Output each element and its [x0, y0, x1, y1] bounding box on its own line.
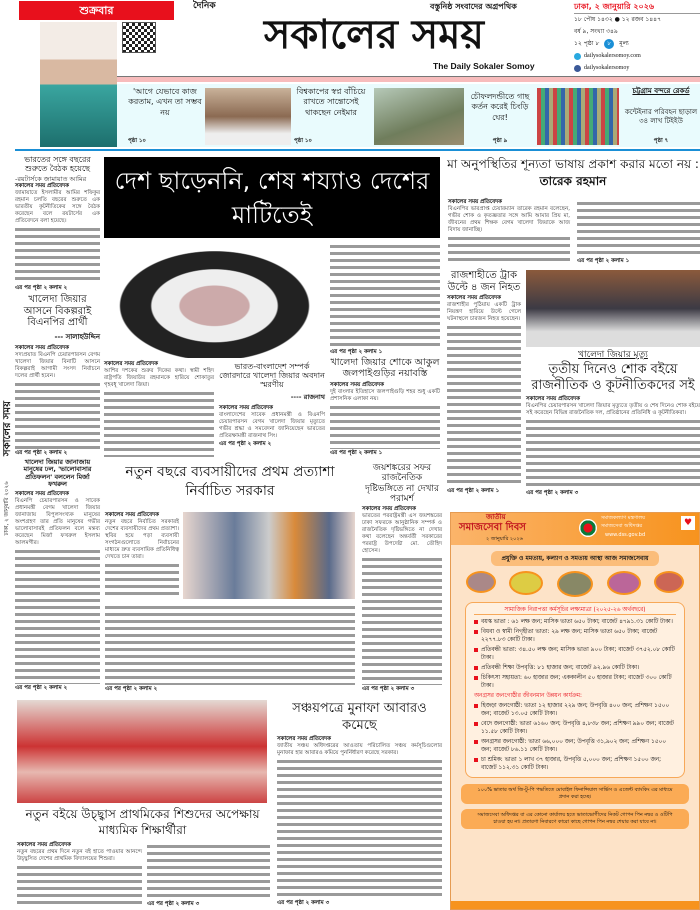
story-text: দুই বাংলার ইতিহাসে জলপাইগুড়ি শহর শুধু একটি প্রশাসনিক এলাকা নয়। [330, 388, 440, 402]
pages-price [574, 39, 629, 49]
story-business [105, 512, 179, 599]
tarique-column-2 [577, 199, 700, 265]
headline-jalpaiguri[interactable]: খালেদা জিয়ার শোকে আকুল জলপাইগুড়ির নয়াবস্তি [330, 357, 440, 379]
website-link[interactable] [574, 52, 641, 61]
story-text: সদ্যপ্রয়াত বিএনপি চেয়ারপারসন বেগম খালেদা জিয়ার বিনাটি আসনে বিকল্পরাই আগামী সংসদ নির্বাচনে দলের প্রার্থী হবেন। [15, 351, 100, 379]
story-india-meeting [15, 175, 100, 292]
headline-books[interactable]: নতুন বইয়ে উচ্ছ্বাস প্রাথমিকের শিশুদের অপেক্ষায় মাধ্যমিক শিক্ষার্থীরা [25, 807, 260, 837]
headline-savings[interactable]: সঞ্চয়পত্রে মুনাফা আবারও কমেছে [292, 701, 427, 733]
volume: বর্ষ ৯, সংখ্যা ৩৪৯ [574, 28, 618, 35]
date: ঢাকা, ২ জানুয়ারি ২০২৬ [574, 2, 655, 11]
ad-section-title: অনগ্রসর জনগোষ্ঠীর জীবনমান উন্নয়ন কার্যক্রম: [474, 693, 582, 699]
ad-department: সমাজসেবা অধিদপ্তর [601, 523, 643, 529]
story-rajnath [219, 405, 325, 457]
ad-targets-panel [465, 602, 685, 778]
teaser-title: কন্টেইনার পরিবহন ছাড়াল ৩৪ লাখ টিইইউ [624, 107, 698, 125]
reporter: সকালের সময় প্রতিবেদক [17, 842, 71, 848]
lead-headline: দেশ ছাড়েননি, শেষ শয্যাও দেশের মাটিতেই [114, 166, 430, 229]
story-jaishankar [362, 506, 442, 693]
story-lead [104, 361, 214, 457]
website-text: dailysokalersomoy.com [584, 53, 641, 59]
jump-link[interactable]: এর পর পৃষ্ঠা ২ কলাম ১ [330, 450, 383, 456]
lead-headline-box[interactable] [104, 157, 440, 238]
ad-target-text: হিজড়া জনগোষ্ঠী: ভাতা ১২ হাজার ২২৯ জন; উপবৃত্তি ৪০০ জন; প্রশিক্ষণ ১৫০০ জন; বাজেট ১৩.০৫ কোটি টাকা। [481, 703, 670, 717]
bullet-icon [474, 740, 478, 744]
ad-target-text: বেদে জনগোষ্ঠী: ভাতা ৬১৬০ জন; উপবৃত্তি ৪,৮৩৮ জন; প্রশিক্ষণ ৯৯০ জন; বাজেট ১১.৫৮ কোটি টাকা। [481, 721, 674, 735]
ad-footer-band [451, 901, 699, 909]
books-column-1 [17, 842, 142, 908]
reporter: সকালের সময় প্রতিবেদক [104, 361, 158, 367]
teaser-page: পৃষ্ঠা ১০ [294, 137, 312, 144]
story-text: বিএনপির চেয়ারপারসন খালেদা জিয়ার মৃত্যুতে তৃতীয় ও শেষ দিনেও শোক বইয়ে সই করেছেন বিভিন্ন রাজনৈতিক দল, প্রতিষ্ঠানের প্রতিনিধি ও কূটনীতিকরা। [526, 403, 700, 417]
khaleda-zia-photo [104, 242, 325, 358]
story-text: জাতীয় সঞ্চয় অধিদপ্তরের আওতায় পরিচালিত সঞ্চয় কর্মসূচিগুলোর মুনাফার হার আবারও কমিয়ে পুনর্নির্ধারণ করেছে সরকার। [277, 743, 442, 756]
ad-target-item [474, 756, 676, 772]
bullet-icon [474, 648, 478, 652]
business-leaders-photo [183, 512, 355, 599]
ad-target-item [474, 664, 676, 672]
jump-link[interactable]: এর পর পৃষ্ঠা ২ কলাম ২ [105, 686, 158, 692]
condolence-column [526, 350, 700, 497]
teaser-3[interactable] [466, 92, 534, 145]
ad-photo [509, 571, 543, 595]
story-salahuddin [15, 345, 100, 457]
reporter: সকালের সময় প্রতিবেদক [448, 199, 502, 205]
jump-link[interactable]: এর পর পৃষ্ঠা ২ কলাম ২ [15, 285, 68, 292]
story-text: নতুন বছরের প্রথম দিনে নতুন বই হাতে পাওয়ার আনন্দে উচ্ছ্বসিত দেশের প্রাথমিক বিদ্যালয়ের শিশুরা। [17, 849, 142, 862]
bullet-icon [474, 722, 478, 726]
ad-ministry: সমাজকল্যাণ মন্ত্রণালয় [601, 515, 646, 521]
facebook-link[interactable] [574, 64, 629, 73]
ad-target-text: বয়স্ক ভাতা : ৬১ লক্ষ জন; মাসিক ভাতা ৬৫০ টাকা; বাজেট ৪৭৯১.৩১ কোটি টাকা। [481, 619, 673, 625]
newspaper-logo: সকালের সময় [263, 12, 484, 58]
reporter: সকালের সময় প্রতিবেদক [526, 396, 580, 403]
story-text: নতুন বছরে নির্বাচিত সরকারই দেশের ব্যবসায়ীদের প্রথম প্রত্যাশা। স্থবির হয়ে পড়া ব্যবসায়ী সংগঠনগুলোতে নির্বাচনের মাধ্যমে দ্রুত ব্যবসায়িক প্রতিনিধিত্ব দেখতে চান তারা। [105, 519, 179, 560]
story-jalpaiguri [330, 382, 440, 457]
teaser-page: পৃষ্ঠা ৭ [653, 137, 669, 144]
facebook-text: dailysokalersomoy [584, 65, 630, 71]
subheadline: -রয়টার্সকে জামায়াত আমির [15, 175, 87, 184]
books-column-2 [147, 842, 270, 908]
jump-link[interactable]: এর পর পৃষ্ঠা ২ কলাম ৩ [362, 686, 415, 692]
teaser-kicker: চট্টগ্রাম বন্দরে রেকর্ড [632, 87, 690, 95]
story-text: বিএনপির ভারপ্রাপ্ত চেয়ারম্যান তারেক রহমান বলেছেন, গভীর শোক ও কৃতজ্ঞতার সঙ্গে আমি আমার প্রিয় মা, জীবনের প্রথম শিক্ষক বেগম খালেদা জিয়াকে আজ বিদায় জানাচ্ছি। [448, 206, 570, 233]
ad-target-item [474, 702, 676, 718]
neymar-photo [205, 88, 291, 145]
price-badge: ৮ [604, 39, 614, 49]
reporter: সকালের সময় প্রতিবেদক [15, 183, 69, 190]
jump-link[interactable]: এর পর পৃষ্ঠা ২ কলাম ২ [219, 440, 272, 447]
ad-photo [557, 571, 593, 597]
ad-target-text: চা শ্রমিক: ভাতা ১ লাখ ৩৭ হাজার, উপবৃত্তি ৫,০০০ জন; প্রশিক্ষণ ১৫০০ জন; বাজেট ১১২.৩১ কোটি টাকা। [481, 757, 662, 771]
ad-target-item [474, 738, 676, 754]
story-text: বিএনপি চেয়ারপারসন ও সাবেক প্রধানমন্ত্রী বেগম খালেদা জিয়ার জানাজায় বিপুলসংখ্যক মানুষের অংশগ্রহণ তার প্রতি মানুষের গভীর ভালোবাসারই প্রতিফলন বলে মন্তব্য করেছেন মির্জা ফখরুল ইসলাম আলমগীর। [15, 497, 100, 546]
headline-rajshahi[interactable]: রাজশাহীতে ট্রাক উল্টে ৪ জন নিহত [447, 270, 521, 293]
ad-target-text: প্রতিবন্ধী শিক্ষা উপবৃত্তি: ৮১ হাজার জন; বাজেট ৯২.৯৬ কোটি টাকা। [481, 665, 640, 671]
daily-label: দৈনিক [193, 1, 216, 11]
jump-link[interactable]: এর পর পৃষ্ঠা ২ কলাম ১ [447, 488, 500, 494]
ad-photo [607, 571, 641, 595]
qr-code [122, 22, 156, 53]
jump-link[interactable]: এর পর পৃষ্ঠা ২ কলাম ১ [577, 258, 630, 264]
reporter: সকালের সময় প্রতিবেদক [15, 490, 69, 497]
condolence-kicker: খালেদা জিয়ার মৃত্যু [578, 350, 648, 360]
bullet-icon [474, 666, 478, 670]
reporter: সকালের সময় প্রতিবেদক [362, 506, 416, 513]
facebook-icon [574, 65, 581, 72]
business-column [105, 512, 179, 599]
celebrity-photo [40, 22, 117, 147]
masthead-stripe [117, 76, 700, 82]
day-banner: শুক্রবার [19, 1, 174, 20]
headline-tarique[interactable] [446, 156, 700, 190]
byline-rajnath: ---- রাজনাথ [290, 392, 325, 401]
rajshahi-column [447, 270, 521, 495]
business-continued-column [105, 603, 355, 693]
left-column [15, 155, 100, 692]
jump-link[interactable]: এর পর পৃষ্ঠা ২ কলাম ৩ [147, 901, 200, 907]
savings-column [277, 700, 442, 907]
lead-body-column [104, 361, 214, 457]
reporter: সকালের সময় প্রতিবেদক [330, 381, 384, 388]
headline-fakhrul[interactable]: খালেদা জিয়ার জানাজায় মানুষের ঢল, 'ভালোবাসার প্রতিফলন' বললেন মির্জা ফখরুল [23, 458, 92, 489]
teaser-title: চৌফলদন্ডীতে গাছ কর্তন করেই চিংড়ি ঘের! [470, 92, 530, 122]
rajnath-column [219, 362, 325, 457]
jump-link[interactable]: এর পর পৃষ্ঠা ২ কলাম ৩ [526, 490, 579, 496]
ad-target-text: চিকিৎসা সহায়তা: ৬০ হাজার জন; এককালীন ৫০ হাজার টাকা; বাজেট ৩০০ কোটি টাকা। [481, 675, 672, 689]
department-logo-icon: ♥ [681, 516, 695, 530]
tagline: বস্তুনিষ্ঠ সংবাদের অগ্রপথিক [430, 2, 517, 11]
bullet-icon [474, 630, 478, 634]
ad-target-text: বিধবা ও স্বামী নিগৃহীতা ভাতা: ২৯ লক্ষ জন; মাসিক ভাতা ৬৫০ টাকা; বাজেট ২২৭৭.৮৩ কোটি টাকা। [481, 629, 658, 643]
teaser-4[interactable] [622, 87, 700, 145]
social-services-day-ad[interactable] [450, 512, 700, 910]
twitter-icon [574, 53, 581, 60]
ad-section-title: সামাজিক নিরাপত্তা কর্মসূচির লক্ষ্যমাত্রা (২০২৫-২৬ অর্থবছরে) [474, 606, 676, 615]
teaser-title: বিশ্বকাপের স্বপ্ন বাঁচিয়ে রাখতে সান্তোসেই থাকছেন নেইমার [296, 87, 366, 117]
ad-photo-row [459, 571, 691, 597]
ad-photo [466, 571, 496, 593]
bullet-icon [474, 704, 478, 708]
ad-note-payment: ১০০% ভাতার অর্থ জি-টু-পি পদ্ধতিতে মোবাইল ফিনান্সিয়াল সার্ভিস ও এজেন্ট ব্যাংকিং এর মাধ্যমে প্রদান করা হচ্ছে। [461, 784, 689, 804]
story-lead-continued [330, 242, 440, 356]
ad-note-pin-warning: সমাজসেবা অধিদপ্তর বা এর কোনো কার্যালয় হতে ভাতাভোগীদের নিকট গোপন পিন নম্বর ও ওটিপি চাওয়া হয় না। প্রতারণা নিবারণে কারো কাছে গোপন পিন নম্বর শেয়ার করা যাবে না। [461, 809, 689, 829]
story-text: ভারতের পররাষ্ট্রমন্ত্রী এস জয়শঙ্করের ঢাকা সফরকে আনুষ্ঠানিক সম্পর্ক ও রাজনৈতিক দৃষ্টিভঙ্গিতে না দেখার কথা বলেছেন অন্তর্বর্তী সরকারের পররাষ্ট্র উপদেষ্টা মো. তৌহিদ হোসেন। [362, 513, 442, 555]
reporter: সকালের সময় প্রতিবেদক [447, 295, 501, 301]
english-name: The Daily Sokaler Somoy [433, 61, 535, 71]
story-tarique-continued [577, 199, 700, 265]
story-savings [277, 736, 442, 907]
headline-condolence[interactable]: তৃতীয় দিনেও শোক বইয়ে রাজনীতিক ও কূটনীতিকদের সই [531, 362, 695, 394]
teaser-page: পৃষ্ঠা ৯ [492, 137, 508, 144]
price-label: মূল্য [619, 40, 629, 47]
mangrove-photo [374, 88, 464, 145]
headline-india-meeting[interactable]: ভারতের সঙ্গে বছরের শুরুতে বৈঠক হয়েছে [24, 155, 91, 174]
vertical-date: ঢাকা, ২ জানুয়ারি ২০২৬ [4, 481, 10, 536]
bullet-icon [474, 620, 478, 624]
lead-continued-column [330, 242, 440, 457]
bullet-icon [474, 676, 478, 680]
story-text: জামায়াতে ইসলামীর আমির শফিকুর রহমান চলতি বছরের শুরুতে এক ভারতীয় কূটনীতিকের সঙ্গে বৈঠক করেছেন বলে রয়টার্সের এক প্রতিবেদনে বলা হয়েছে। [15, 190, 100, 225]
teaser-page: পৃষ্ঠা ১০ [128, 137, 146, 144]
vertical-logo: সকালের সময় [2, 401, 13, 457]
ad-target-item [474, 628, 676, 644]
story-fakhrul [15, 491, 100, 692]
ad-target-item [474, 618, 676, 626]
headline-jaishankar[interactable]: জয়শঙ্করের সফর রাজনৈতিক দৃষ্টিভঙ্গিতে না দেখার পরামর্শ [365, 463, 439, 505]
jaishankar-column [362, 463, 442, 693]
ad-target-text: অনগ্রসর জনগোষ্ঠী: ভাতা ৬৬,০০০ জন; উপবৃত্তি ৩১,৯০২ জন; প্রশিক্ষণ ১৫০০ জন; বাজেট ৮৬.১১ কোটি টাকা। [481, 739, 667, 753]
ad-slogan: প্রযুক্তি ও মমতায়, কল্যাণ ও সমতায় আস্থা আজ সমাজসেবায় [491, 551, 659, 566]
ad-title: সমাজসেবা দিবস [459, 522, 526, 533]
story-text: বাংলাদেশের সাবেক প্রধানমন্ত্রী ও বিএনপি চেয়ারপারসন বেগম খালেদা জিয়ার মৃত্যুতে গভীর শ্রদ্ধা ও সমবেদনা জানিয়েছেন ভারতের প্রতিরক্ষামন্ত্রী রাজনাথ সিং। [219, 411, 325, 439]
reporter: সকালের সময় প্রতিবেদক [219, 404, 273, 411]
govt-emblem-icon [579, 519, 597, 537]
bullet-icon [474, 758, 478, 762]
ad-target-item [474, 720, 676, 736]
teaser-2[interactable] [294, 87, 368, 145]
condolence-book-photo [526, 270, 700, 347]
story-text: আশির দশকের শুরুর দিকের কথা। স্বামী শহিদ রাষ্ট্রপতি জিয়াউর রহমানকে হারিয়ে শোকাতুর গৃহবধূ খালেদা জিয়া। [104, 368, 214, 388]
ad-target-item [474, 646, 676, 662]
port-photo [537, 88, 619, 145]
tarique-column-1 [448, 199, 570, 265]
story-tarique [448, 199, 570, 265]
headline-salahuddin[interactable]: খালেদা জিয়ার আসনে বিকল্পরাই বিএনপির প্রার্থী [23, 294, 92, 329]
students-books-photo [17, 700, 267, 803]
ad-target-item [474, 674, 676, 690]
jump-link[interactable]: এর পর পৃষ্ঠা ২ কলাম ২ [15, 450, 68, 456]
story-books-continued [147, 842, 270, 908]
teaser-title: 'আগে যেভাবে কাজ করতাম, এখন তা সম্ভব নয় [128, 87, 202, 117]
reporter: সকালের সময় প্রতিবেদক [105, 512, 159, 518]
headline-business[interactable]: নতুন বছরে ব্যবসায়ীদের প্রথম প্রত্যাশা নির্বাচিত সরকার [125, 464, 335, 499]
headline-rajnath[interactable]: ভারত-বাংলাদেশ সম্পর্ক জোরদারে খালেদা জিয়ার অবদান স্মরণীয় [219, 362, 325, 390]
byline-salahuddin: --- সালাহউদ্দিন [54, 332, 100, 341]
story-rajshahi [447, 295, 521, 495]
blue-rule [15, 149, 700, 151]
story-condolence [526, 396, 700, 497]
ad-url[interactable]: www.dss.gov.bd [605, 532, 646, 538]
ad-target-text: প্রতিবন্ধী ভাতা: ৩৪.৫০ লক্ষ জন; মাসিক ভাতা ৯০০ টাকা; বাজেট ৩৭৫২.০৮ কোটি টাকা। [481, 647, 675, 661]
story-books [17, 842, 142, 908]
ad-date: ২ জানুয়ারি ২০২৬ [486, 536, 523, 542]
story-text: রাজশাহীর পুঠিয়ায় একটি ট্রাক নিয়ন্ত্রণ হারিয়ে উল্টে গেলে ঘটনাস্থলে চারজন নিহত হয়েছেন। [447, 302, 521, 322]
headline-text: মা অনুপস্থিতির শূন্যতা ভাষায় প্রকাশ করার মতো নয় : [447, 157, 699, 171]
ad-header [451, 513, 699, 545]
jump-link[interactable]: এর পর পৃষ্ঠা ২ কলাম ৩ [277, 900, 330, 906]
jump-link[interactable]: এর পর পৃষ্ঠা ২ কলাম ১ [330, 349, 383, 356]
jump-link[interactable]: এর পর পৃষ্ঠা ২ কলাম ২ [15, 685, 68, 691]
ad-title-small: জাতীয় [486, 513, 506, 521]
story-business-continued [105, 603, 355, 693]
reporter: সকালের সময় প্রতিবেদক [15, 344, 69, 351]
ad-photo [654, 571, 684, 593]
reporter: সকালের সময় প্রতিবেদক [277, 736, 331, 742]
pages: ১২ পৃষ্ঠা ৮ [574, 40, 600, 47]
alt-dates: ১৮ পৌষ ১৪৩২ ● ১২ রজব ১৪৪৭ [574, 16, 661, 23]
teaser-1[interactable] [128, 87, 202, 145]
headline-speaker: তারেক রহমান [539, 174, 607, 188]
